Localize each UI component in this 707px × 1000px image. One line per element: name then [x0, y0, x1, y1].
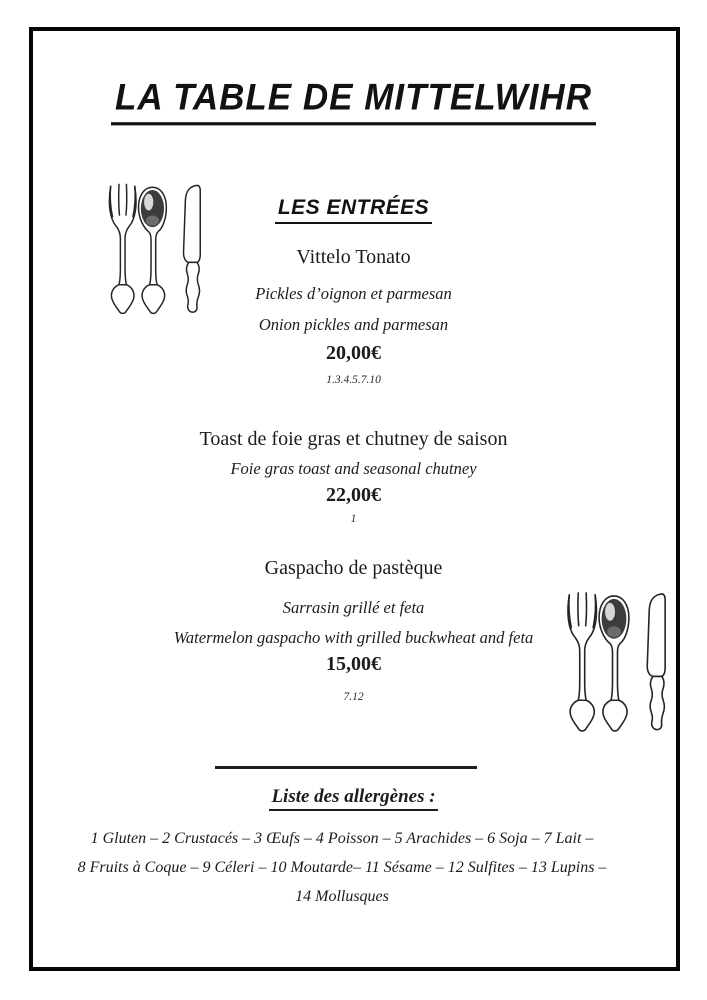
- dish-name: Toast de foie gras et chutney de saison: [199, 428, 508, 450]
- dish-description-en: Foie gras toast and seasonal chutney: [230, 459, 477, 478]
- section-heading: [0, 196, 707, 224]
- dish-allergen-codes: 1.3.4.5.7.10: [326, 374, 381, 386]
- section-divider-line: [215, 766, 477, 769]
- dish-price: 20,00€: [326, 342, 381, 364]
- dish-description-fr: Pickles d’oignon et parmesan: [255, 284, 452, 303]
- allergen-list-line: 14 Mollusques: [295, 888, 389, 905]
- allergen-list-heading-text: Liste des allergènes :: [269, 786, 437, 811]
- dish-name: Vittelo Tonato: [296, 246, 411, 268]
- dish-description-fr: Sarrasin grillé et feta: [282, 598, 425, 617]
- allergen-list-heading: [0, 786, 707, 811]
- dish-name: Gaspacho de pastèque: [264, 557, 443, 579]
- dish-price: 22,00€: [326, 484, 381, 506]
- dish-allergen-codes: 1: [350, 513, 357, 525]
- allergen-list-line: 1 Gluten – 2 Crustacés – 3 Œufs – 4 Poisson – 5 Arachides – 6 Soja – 7 Lait –: [90, 830, 594, 847]
- allergen-list-line: 8 Fruits à Coque – 9 Céleri – 10 Moutarde– 11 Sésame – 12 Sulfites – 13 Lupins –: [77, 859, 607, 876]
- dish-description-en: Onion pickles and parmesan: [258, 315, 449, 334]
- restaurant-title-text: LA TABLE DE MITTELWIHR: [111, 77, 596, 126]
- dish-price: 15,00€: [326, 653, 381, 675]
- section-heading-text: LES ENTRÉES: [275, 196, 432, 224]
- restaurant-title: [0, 78, 707, 124]
- cutlery-icon: [549, 588, 677, 735]
- dish-description-en: Watermelon gaspacho with grilled buckwheat and feta: [173, 628, 534, 647]
- dish-allergen-codes: 7.12: [343, 691, 364, 703]
